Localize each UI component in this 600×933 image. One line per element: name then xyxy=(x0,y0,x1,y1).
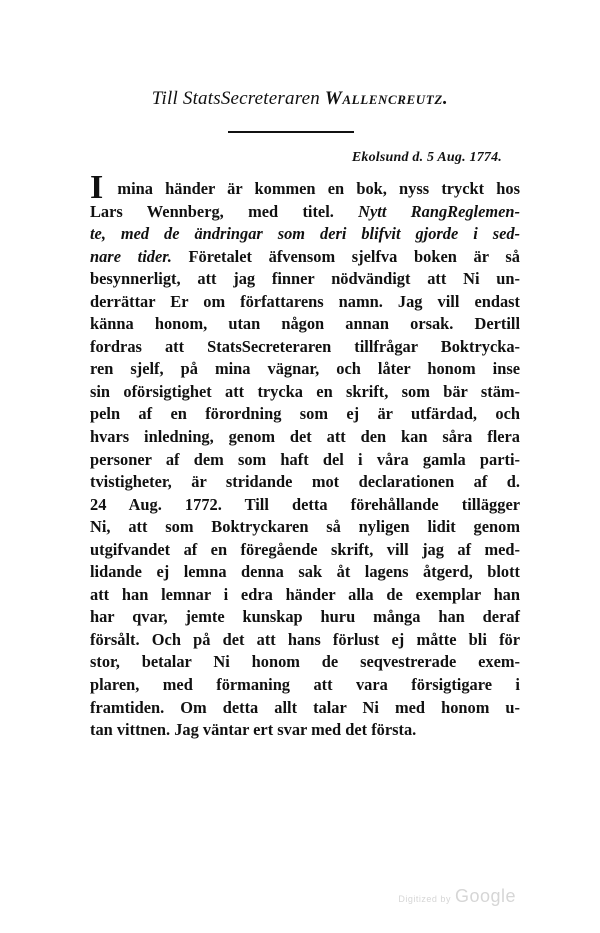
text-line xyxy=(90,291,520,314)
letter-body xyxy=(90,169,520,742)
text-segment: 24 Aug. 1772. Till detta förehållande tillägger xyxy=(90,494,520,514)
text-line xyxy=(90,674,520,697)
text-segment: försålt. Och på det att hans förlust ej måtte bli för xyxy=(90,629,520,649)
text-line xyxy=(90,697,520,720)
text-segment: Ni, att som Boktryckaren så nyligen lidit genom xyxy=(90,517,520,537)
text-segment: derrättar Er om författarens namn. Jag vill endast xyxy=(90,291,520,311)
text-segment: sin oförsigtighet att trycka en skrift, som bär stäm- xyxy=(90,381,520,401)
text-line xyxy=(90,358,520,381)
text-line xyxy=(90,629,520,652)
text-segment: stor, betalar Ni honom de seqvestrerade exem- xyxy=(90,652,520,672)
text-line xyxy=(90,201,520,224)
heading-rule xyxy=(228,131,354,133)
text-segment: att han lemnar i edra händer alla de exemplar han xyxy=(90,584,520,604)
italic-title-segment: te, med de ändringar som deri blifvit gjorde i sed- xyxy=(90,224,520,244)
text-segment: besynnerligt, att jag finner nödvändigt att Ni un- xyxy=(90,269,520,289)
letter-heading xyxy=(0,88,600,110)
text-segment: fordras att StatsSecreteraren tillfrågar Boktrycka- xyxy=(90,336,520,356)
text-segment: har qvar, jemte kunskap huru många han deraf xyxy=(90,607,520,627)
text-segment: lidande ej lemna denna sak åt lagens åtgerd, blott xyxy=(90,562,520,582)
italic-title-segment: Nytt RangReglemen- xyxy=(358,201,520,221)
text-segment: ren sjelf, på mina vägnar, och låter honom inse xyxy=(90,359,520,379)
text-segment: framtiden. Om detta allt talar Ni med honom u- xyxy=(90,697,520,717)
text-line xyxy=(90,584,520,607)
text-line xyxy=(90,268,520,291)
text-segment: utgifvandet af en föregående skrift, vill jag af med- xyxy=(90,539,520,559)
text-line xyxy=(90,516,520,539)
text-line xyxy=(90,169,520,206)
text-line xyxy=(90,449,520,472)
text-line xyxy=(90,494,520,517)
text-segment: mina händer är kommen en bok, nyss tryckt hos xyxy=(105,179,520,198)
text-line xyxy=(90,223,520,246)
dateline: Ekolsund d. 5 Aug. 1774. xyxy=(351,150,502,165)
text-line xyxy=(90,651,520,674)
text-line xyxy=(90,381,520,404)
heading-recipient-name: Wallencreutz. xyxy=(324,88,449,109)
text-line xyxy=(90,403,520,426)
text-line xyxy=(90,606,520,629)
text-segment: hvars inledning, genom det att den kan såra flera xyxy=(90,427,520,447)
text-line xyxy=(90,313,520,336)
text-line xyxy=(90,336,520,359)
text-line xyxy=(90,246,520,269)
text-segment: tvistigheter, är stridande mot declarationen af d. xyxy=(90,472,520,492)
text-segment: känna honom, utan någon annan orsak. Dertill xyxy=(90,314,520,334)
text-segment: plaren, med förmaning att vara försigtigare i xyxy=(90,675,520,695)
text-line xyxy=(90,561,520,584)
text-line xyxy=(90,719,520,742)
text-line xyxy=(90,539,520,562)
text-line xyxy=(90,471,520,494)
heading-prefix: Till StatsSecreteraren xyxy=(151,88,325,109)
text-segment: personer af dem som haft del i våra gamla parti- xyxy=(90,449,520,469)
watermark-brand: Google xyxy=(454,886,516,906)
watermark-small-text: Digitized by xyxy=(398,894,451,904)
text-segment: peln af en förordning som ej är utfärdad, och xyxy=(90,404,520,424)
text-segment: Företalet äfvensom sjelfva boken är så xyxy=(171,246,520,266)
digitized-watermark xyxy=(398,886,516,907)
text-segment: Lars Wennberg, med titel. xyxy=(90,201,359,221)
text-line xyxy=(90,426,520,449)
italic-title-segment: nare tider. xyxy=(90,246,172,266)
drop-cap: I xyxy=(90,169,104,206)
text-segment: tan vittnen. Jag väntar ert svar med det första. xyxy=(90,720,417,740)
